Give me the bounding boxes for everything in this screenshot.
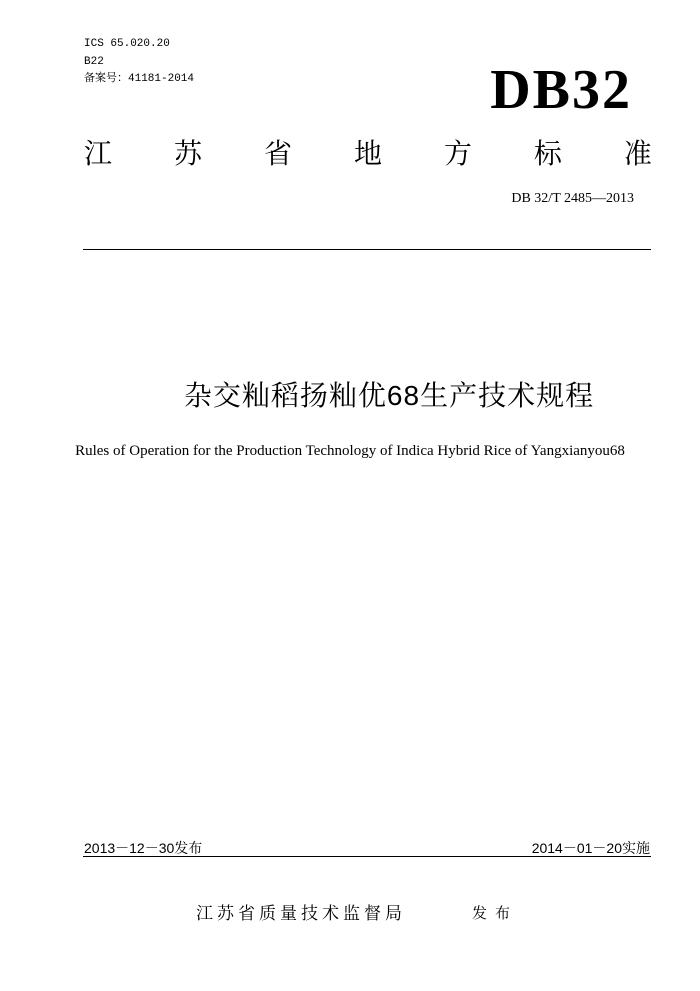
standard-type-char: 苏: [173, 138, 202, 169]
standard-type-heading: [84, 136, 652, 172]
chinese-title: 杂交籼稻扬籼优68生产技术规程: [183, 380, 595, 411]
ics-code: ICS 65.020.20: [84, 38, 170, 50]
standard-code: DB 32/T 2485—2013: [511, 191, 634, 206]
standard-type-char: 标: [533, 138, 562, 169]
issue-label: 发布: [472, 905, 519, 922]
classification-code: B22: [84, 56, 104, 68]
db32-logo: DB32: [490, 59, 632, 121]
standard-type-char: 方: [443, 138, 472, 169]
publish-date: 2013－12－30发布: [84, 840, 203, 856]
standard-type-char: 省: [263, 138, 292, 169]
footer-divider: [83, 856, 651, 857]
implementation-date: 2014－01－20实施: [531, 840, 650, 856]
header-divider: [83, 249, 651, 250]
standard-type-char: 江: [84, 138, 113, 169]
standard-type-char: 准: [623, 138, 652, 169]
issuing-authority: 江苏省质量技术监督局: [196, 904, 406, 923]
record-number: 备案号：41181-2014: [84, 73, 195, 85]
english-title: Rules of Operation for the Production Technology of Indica Hybrid Rice of Yangxianyou68: [75, 443, 625, 459]
standard-type-char: 地: [353, 138, 382, 169]
